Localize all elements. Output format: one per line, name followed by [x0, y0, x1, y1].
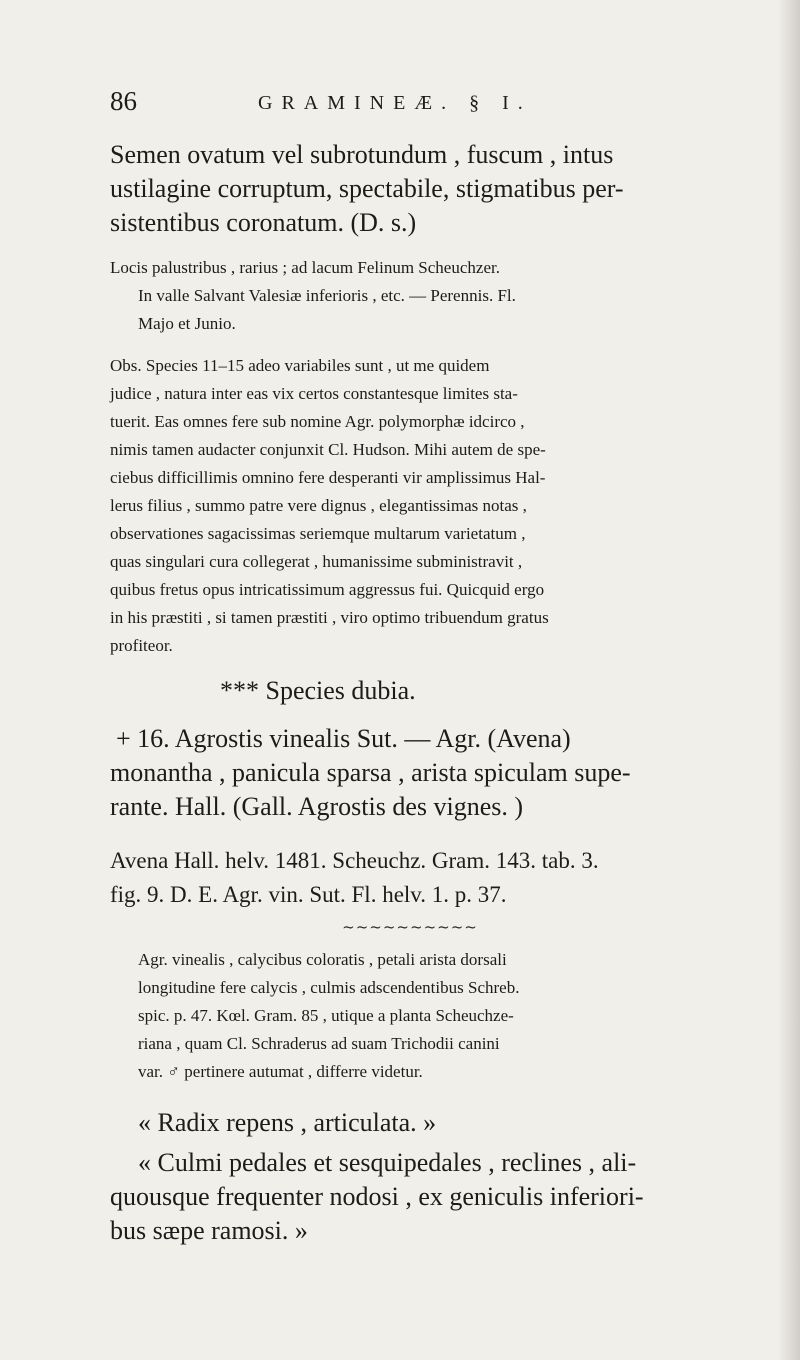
text-line: Avena Hall. helv. 1481. Scheuchz. Gram. 143. tab. 3.: [110, 848, 599, 873]
page-header: [110, 86, 710, 126]
text-line: nimis tamen audacter conjunxit Cl. Hudson. Mihi autem de spe-: [110, 440, 546, 459]
paragraph-locis: [110, 254, 710, 338]
text-line: sistentibus coronatum. (D. s.): [110, 208, 417, 237]
text-line: in his præstiti , si tamen præstiti , viro optimo tribuendum gratus: [110, 608, 549, 627]
text-line: spic. p. 47. Kœl. Gram. 85 , utique a planta Scheuchze-: [138, 1006, 514, 1025]
text-line: fig. 9. D. E. Agr. vin. Sut. Fl. helv. 1. p. 37.: [110, 882, 507, 907]
page-number: 86: [110, 86, 137, 116]
text-line: judice , natura inter eas vix certos constantesque limites sta-: [110, 384, 518, 403]
text-line: quousque frequenter nodosi , ex geniculis inferiori-: [110, 1182, 644, 1211]
page-body: [110, 138, 710, 1248]
text-line: observationes sagacissimas seriemque multarum varietatum ,: [110, 524, 526, 543]
paragraph-observatio: [110, 352, 710, 660]
paragraph-agrostis-vinealis: [110, 722, 710, 824]
text-line: Majo et Junio.: [138, 314, 236, 333]
text-line: rante. Hall. (Gall. Agrostis des vignes. ): [110, 792, 524, 821]
text-line: lerus filius , summo patre vere dignus , elegantissimas notas ,: [110, 496, 527, 515]
text-line: profiteor.: [110, 636, 173, 655]
text-line: tuerit. Eas omnes fere sub nomine Agr. polymorphæ idcirco ,: [110, 412, 525, 431]
text-line: Obs. Species 11–15 adeo variabiles sunt , ut me quidem: [110, 356, 490, 375]
paragraph-culmi: [110, 1146, 710, 1248]
text-line: « Culmi pedales et sesquipedales , reclines , ali-: [138, 1148, 637, 1177]
paragraph-schreber-note: [110, 946, 710, 1086]
page-edge-shadow: [778, 0, 800, 1360]
text-line: bus sæpe ramosi. »: [110, 1216, 308, 1245]
section-heading-species-dubia: *** Species dubia.: [220, 676, 416, 705]
text-line: In valle Salvant Valesiæ inferioris , etc. — Perennis. Fl.: [138, 286, 516, 305]
text-line: + 16. Agrostis vinealis Sut. — Agr. (Avena): [116, 724, 571, 753]
text-line: Locis palustribus , rarius ; ad lacum Felinum Scheuchzer.: [110, 258, 500, 277]
text-line: Semen ovatum vel subrotundum , fuscum , intus: [110, 140, 614, 169]
text-line: riana , quam Cl. Schraderus ad suam Trichodii canini: [138, 1034, 500, 1053]
text-line: ciebus difficillimis omnino fere desperanti vir amplissimus Hal-: [110, 468, 546, 487]
text-line: var. ♂ pertinere autumat , differre videtur.: [138, 1062, 423, 1081]
paragraph-synonyms: [110, 844, 710, 912]
paragraph-radix: [110, 1106, 710, 1140]
ornament-divider: ~~~~~~~~~~: [342, 918, 478, 936]
text-line: quas singulari cura collegerat , humanissime subministravit ,: [110, 552, 523, 571]
text-line: quibus fretus opus intricatissimum aggressus fui. Quicquid ergo: [110, 580, 545, 599]
text-line: « Radix repens , articulata. »: [138, 1108, 437, 1137]
text-line: Agr. vinealis , calycibus coloratis , petali arista dorsali: [138, 950, 507, 969]
text-line: monantha , panicula sparsa , arista spiculam supe-: [110, 758, 631, 787]
text-line: longitudine fere calycis , culmis adscendentibus Schreb.: [138, 978, 520, 997]
paragraph-semen: [110, 138, 710, 240]
text-line: ustilagine corruptum, spectabile, stigmatibus per-: [110, 174, 624, 203]
running-head: GRAMINEÆ. § I.: [258, 92, 532, 114]
